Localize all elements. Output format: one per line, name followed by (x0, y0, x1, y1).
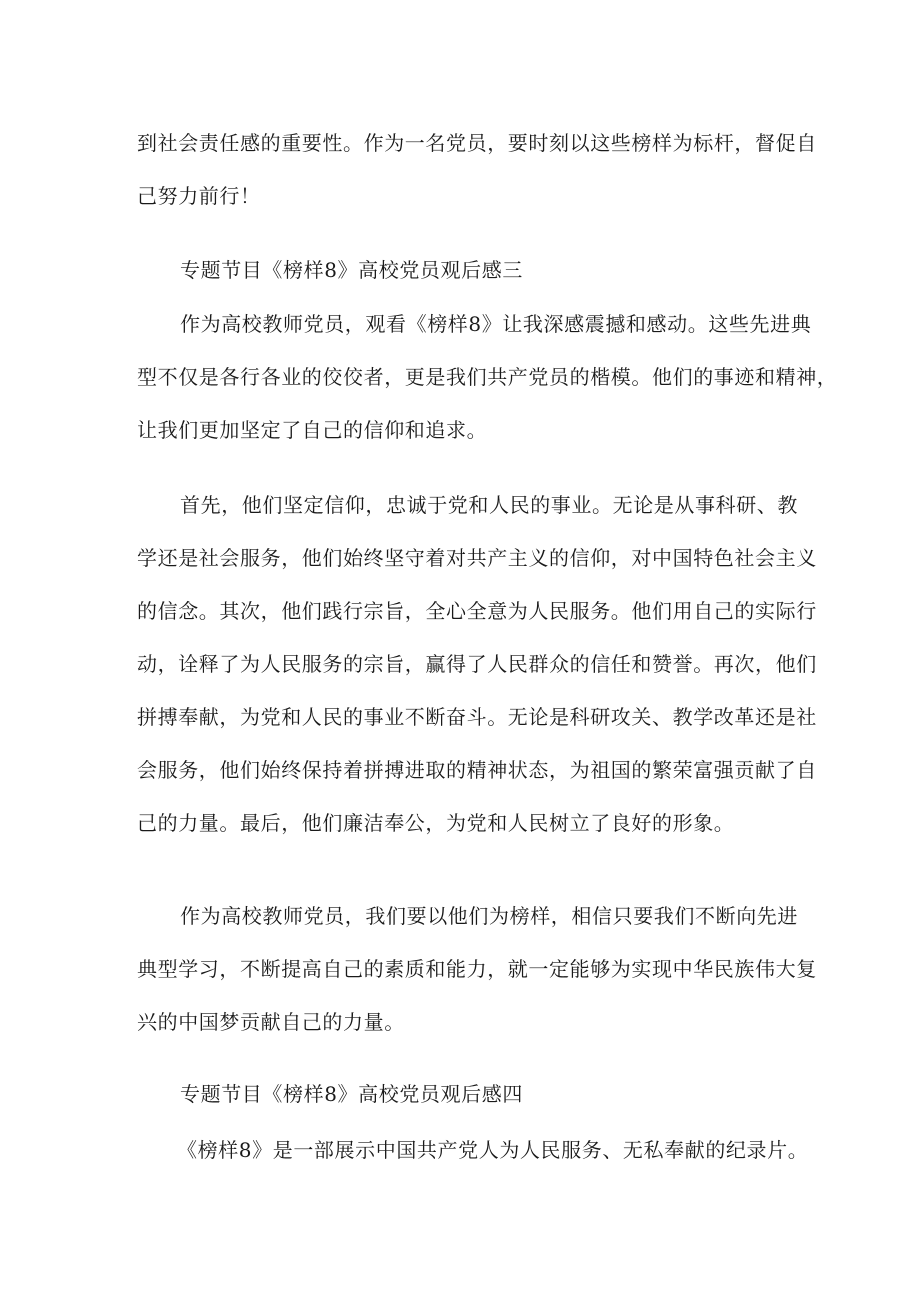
text-line: 会服务，他们始终保持着拼搏进取的精神状态，为祖国的繁荣富强贡献了自 (137, 758, 817, 782)
text-line: 学还是社会服务，他们始终坚守着对共产主义的信仰，对中国特色社会主义 (137, 546, 817, 570)
text-line: 兴的中国梦贡献自己的力量。 (137, 1010, 405, 1034)
section-heading-three: 专题节目《榜样8》高校党员观后感三 (180, 258, 523, 282)
paragraph-continuation (137, 117, 827, 223)
paragraph-intro-three (137, 298, 838, 457)
text-line: 拼搏奉献，为党和人民的事业不断奋斗。无论是科研攻关、教学改革还是社 (137, 705, 817, 729)
paragraph-intro-four (137, 1124, 827, 1177)
text-line: 作为高校教师党员，我们要以他们为榜样，相信只要我们不断向先进 (180, 904, 798, 928)
text-line: 《榜样8》是一部展示中国共产党人为人民服务、无私奉献的纪录片。 (177, 1138, 809, 1162)
text-line: 型不仅是各行各业的佼佼者，更是我们共产党员的楷模。他们的事迹和精神， (137, 365, 838, 389)
text-line: 到社会责任感的重要性。作为一名党员，要时刻以这些榜样为标杆，督促自 (137, 131, 817, 155)
text-line: 的信念。其次，他们践行宗旨，全心全意为人民服务。他们用自己的实际行 (137, 599, 817, 623)
section-heading-four: 专题节目《榜样8》高校党员观后感四 (180, 1082, 523, 1106)
text-line: 己努力前行！ (137, 184, 261, 208)
text-line: 动，诠释了为人民服务的宗旨，赢得了人民群众的信任和赞誉。再次，他们 (137, 652, 817, 676)
paragraph-body-three (137, 479, 827, 850)
text-line: 作为高校教师党员，观看《榜样8》让我深感震撼和感动。这些先进典 (180, 312, 812, 336)
text-line: 典型学习，不断提高自己的素质和能力，就一定能够为实现中华民族伟大复 (137, 957, 817, 981)
text-line: 首先，他们坚定信仰，忠诚于党和人民的事业。无论是从事科研、教 (180, 493, 798, 517)
text-line: 己的力量。最后，他们廉洁奉公，为党和人民树立了良好的形象。 (137, 811, 735, 835)
text-line: 让我们更加坚定了自己的信仰和追求。 (137, 418, 488, 442)
paragraph-conclusion-three (137, 890, 827, 1049)
